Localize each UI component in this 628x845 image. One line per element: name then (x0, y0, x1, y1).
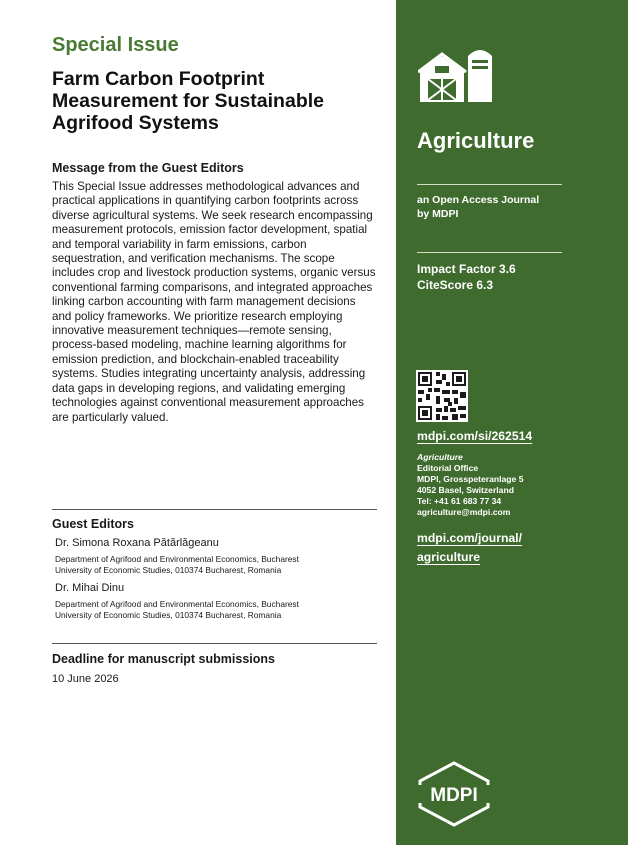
special-issue-label: Special Issue (52, 34, 179, 56)
citescore: CiteScore 6.3 (417, 278, 494, 292)
divider (52, 643, 377, 644)
special-issue-title: Farm Carbon Footprint Measurement for Sustainable Agrifood Systems (52, 68, 324, 134)
office-email[interactable]: agriculture@mdpi.com (417, 507, 511, 517)
editor-name: Dr. Simona Roxana Pătărlăgeanu (55, 537, 219, 549)
open-access-statement (417, 193, 567, 221)
mdpi-logo-icon (416, 761, 492, 827)
office-line: 4052 Basel, Switzerland (417, 485, 514, 495)
special-issue-link[interactable]: mdpi.com/si/262514 (417, 429, 533, 443)
editorial-office (417, 452, 617, 518)
office-line: Editorial Office (417, 463, 479, 473)
message-heading: Message from the Guest Editors (52, 161, 244, 175)
qr-code-icon[interactable] (416, 370, 468, 422)
deadline-date: 10 June 2026 (52, 673, 119, 685)
guest-editors-heading: Guest Editors (52, 517, 134, 531)
office-line: MDPI, Grosspeteranlage 5 (417, 474, 524, 484)
journal-link-line1[interactable]: mdpi.com/journal/ (417, 531, 522, 545)
deadline-heading: Deadline for manuscript submissions (52, 652, 275, 666)
office-phone: Tel: +41 61 683 77 34 (417, 496, 502, 506)
editor-name: Dr. Mihai Dinu (55, 582, 125, 594)
editor-affiliation (55, 554, 375, 575)
affiliation-line: Department of Agrifood and Environmental Economics, Bucharest (55, 554, 299, 564)
office-journal: Agriculture (417, 452, 463, 462)
journal-link-line2[interactable]: agriculture (417, 550, 480, 564)
open-access-line: an Open Access Journal (417, 194, 540, 206)
divider (52, 509, 377, 510)
journal-sidebar (396, 0, 628, 845)
divider (417, 184, 562, 185)
affiliation-line: Department of Agrifood and Environmental Economics, Bucharest (55, 599, 299, 609)
open-access-line: by MDPI (417, 208, 459, 220)
editor-affiliation (55, 599, 375, 620)
divider (417, 252, 562, 253)
journal-name: Agriculture (417, 128, 535, 153)
mdpi-logo-text: MDPI (430, 785, 478, 806)
impact-factor: Impact Factor 3.6 (417, 262, 516, 276)
affiliation-line: University of Economic Studies, 010374 Bucharest, Romania (55, 564, 282, 575)
affiliation-line: University of Economic Studies, 010374 Bucharest, Romania (55, 609, 282, 620)
message-body: This Special Issue addresses methodological advances and practical applications in quantifying carbon footprints across diverse agricultural systems. We seek research encompassing measurement protocols, emission factor development, spatial and temporal variability in farm emissions, carbon sequestration, and verification mechanisms. The scope includes crop and livestock production systems, organic versus conventional farming comparisons, and integrated approaches linking carbon accounting with farm management decisions and policy frameworks. We prioritize research employing innovative measurement techniques—remote sensing, process-based modeling, machine learning algorithms for emission prediction, and blockchain-enabled traceability systems. Studies integrating uncertainty analysis, addressing data gaps in developing regions, and validating emerging technologies against conventional measurement approaches are particularly valued. (52, 180, 376, 424)
barn-icon (418, 44, 494, 106)
